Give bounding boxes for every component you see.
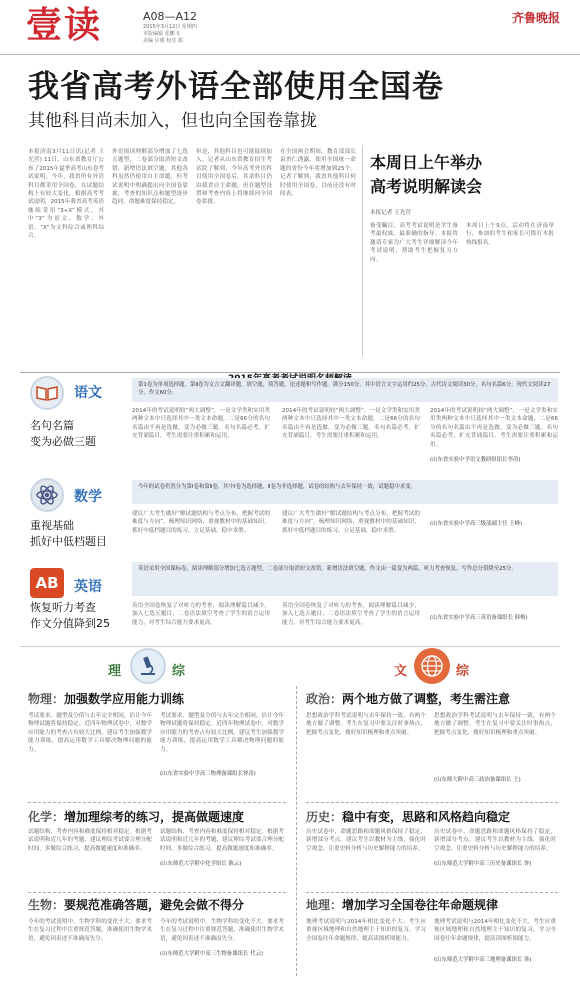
- sidebox-col-1: 备受瞩目，高考考试说明是学生备考最权威、最准确的指导。本报将邀请专家为广大考生详细解读今年考试说明，帮助考生把握复习方向。: [370, 223, 458, 263]
- geography-author: (山东师范大学附中高三地理备课组长 韩): [434, 957, 532, 963]
- physics-author: (山东省实验中学高三物理备课组长钟涛): [160, 771, 256, 777]
- article-col-4: 在全国两会期间，教育部部长袁贵仁透露，使用全国统一命题的省份今年将增加到25个。记者了解到，我省其他科目何时使用全国卷，目前还没有时间表。: [280, 149, 356, 198]
- geography-heading: [306, 896, 498, 913]
- geography-title: 增加学习全国卷往年命题规律: [342, 898, 499, 912]
- chinese-band: 第1卷为单项选择题，第Ⅱ卷为文言文翻译题，填空题，简答题，论述题和写作题。满分150分，其中语言文字运用约25分，古代诗文阅读30分，名句名篇6分，现代文阅读27分，作文60分。: [132, 378, 558, 402]
- english-text-2: 英语全国卷恢复了对听力的考查，阅读理解篇目减少，加入七选五题目，二卷语法填空考查了学生的语言运用能力，对考生综合能力要求更高。: [282, 603, 420, 626]
- math-note-line1: 重视基础: [30, 519, 74, 532]
- math-band: 今年的试卷仍然分为第Ⅰ卷和第Ⅱ卷，其中Ⅰ卷为选择题，Ⅱ卷为非选择题，试卷的结构与去年保持一致，试题稳中求变。: [132, 480, 558, 504]
- sidebox-title-line1: 本周日上午举办: [370, 153, 483, 172]
- biology-author: (山东师范大学附中高三生物备课组长 代云): [160, 951, 263, 957]
- politics-sep: [306, 802, 558, 803]
- history-heading: [306, 808, 510, 825]
- politics-text-2: 思想政治学科考试说明与去年保持一致，有两个地方做了调整。考生在复习中要关注时事热点，把握考点变化，做好知识梳理和重点突破。: [434, 713, 556, 736]
- atom-icon: [30, 478, 64, 512]
- chinese-text-1: 2014年的考试说明较“两大调整”，一是文学类和实用类两种文本中只选择其中一类文本命题，二是66分的名句名篇由不再是选做，变为必做三题。名句名篇必考，扩充背诵篇目，考生需要注重积累和运用。: [132, 408, 270, 440]
- english-note-line2: 作文分值降到25: [30, 617, 110, 630]
- history-key: 历史：: [306, 810, 343, 824]
- chemistry-title: 增加理综考的练习，提高做题速度: [64, 810, 245, 824]
- chinese-note-line2: 变为必做三题: [30, 435, 96, 448]
- liberal-label-a: 文: [394, 664, 408, 679]
- physics-text-2: 考试要求、题型及分值与去年完全相同，估计今年物理试题将保持稳定。近四年物理试卷中，对数学应用能力的考查占有较大比例，建议考生加强数学能力训练，提高运用数学工具解决物理问题的能力。: [160, 713, 284, 753]
- chinese-text-3: 2014年的考试说明较“两大调整”，一是文学类和实用类两种文本中只选择其中一类文本命题，二是66分的名句名篇由不再是选做，变为必做三题。名句名篇必考，扩充背诵篇目，考生需要注重积累和运用。: [430, 408, 558, 448]
- book-icon: [30, 376, 64, 410]
- history-sep: [306, 892, 558, 893]
- chemistry-key: 化学：: [28, 810, 65, 824]
- sidebox-title-line2: 高考说明解读会: [370, 177, 483, 196]
- biology-text-2: 今年的考试说明中，生物学科的变化不大。要求考生在复习过程中注重规范答题，准确使用生物学术语，避免因表述不准确而失分。: [160, 919, 284, 942]
- header-meta: [143, 24, 197, 45]
- meta-editor: 本版编辑 张鹏飞: [143, 31, 180, 37]
- headline: 我省高考外语全部使用全国卷: [28, 69, 444, 105]
- microscope-icon: [130, 648, 166, 684]
- subjects-rule: [20, 646, 560, 647]
- chemistry-text-2: 试题结构、考查内容和难度保持相对稳定。根据考试说明和近几年的考题，建议理综考试要合理分配时间，多做综合练习，提高做题速度和准确率。: [160, 829, 284, 852]
- section-brand: 壹读: [26, 5, 103, 46]
- chinese-note: [30, 418, 96, 450]
- english-note-line1: 恢复听力考查: [30, 601, 96, 614]
- english-text-1: 英语全国卷恢复了对听力的考查，阅读理解篇目减少，加入七选五题目，二卷语法填空考查了学生的语言运用能力，对考生综合能力要求更高。: [132, 603, 270, 626]
- english-author: (山东省实验中学高三英语备课组长 韩梅): [430, 615, 528, 621]
- article-col-3: 但是，其他科目也可能陆续加入。记者从山东省教育招生考试院了解到，今年高考外语科目使用全国卷后，其余科目仍由我省自主命题，但在题型设置和考查内容上将继续向全国卷靠拢。: [196, 149, 272, 206]
- physics-text-1: 考试要求、题型及分值与去年完全相同，估计今年物理试题将保持稳定。近四年物理试卷中，对数学应用能力的考查占有较大比例，建议考生加强数学能力训练，提高运用数学工具解决物理问题的能力。: [28, 713, 152, 753]
- math-text-1: 建议广大考生做好“解试题结构与考点分布，把握考试的难度与方向”，梳理知识网络，重视教材中的基础知识，抓好中低档题目的练习，立足基础，稳中求胜。: [132, 511, 270, 534]
- english-band: 英语采用全国课标卷，阅读理解部分增加七选五题型，二卷部分取消短文改错，新增语法填空题，作文由一篇变为两篇，听力考查恢复，写作总分值降至25分。: [132, 562, 558, 596]
- physics-sep: [28, 802, 286, 803]
- chinese-text-2: 2014年的考试说明较“两大调整”，一是文学类和实用类两种文本中只选择其中一类文本命题，二是66分的名句名篇由不再是选做，变为必做三题。名句名篇必考，扩充背诵篇目，考生需要注重积累和运用。: [282, 408, 420, 440]
- chemistry-author: (山东师范大学附中化学组长 陈云): [160, 861, 242, 867]
- history-title: 稳中有变，思路和风格趋向稳定: [342, 810, 511, 824]
- politics-heading: [306, 690, 510, 707]
- chinese-author: (山东省实验中学语文教研组组长李涛): [430, 457, 521, 463]
- history-text-1: 历史试卷中，命题思路和命题风格保持了稳定，新增部分考点。建议考生以教材为主线，强化时空观念，注重史料分析与历史解释能力的培养。: [306, 829, 426, 852]
- history-author: (山东师范大学附中高三历史备课组长 钟): [434, 861, 532, 867]
- politics-text-1: 思想政治学科考试说明与去年保持一致，有两个地方做了调整。考生在复习中要关注时事热点，把握考点变化，做好知识梳理和重点突破。: [306, 713, 426, 736]
- politics-key: 政治：: [306, 692, 343, 706]
- sidebox-divider: [362, 145, 363, 357]
- math-text-2: 建议广大考生做好“解试题结构与考点分布，把握考试的难度与方向”，梳理知识网络，重视教材中的基础知识，抓好中低档题目的练习，立足基础，稳中求胜。: [282, 511, 420, 534]
- globe-icon: [414, 648, 450, 684]
- science-label-a: 理: [108, 664, 122, 679]
- header-rule: [0, 54, 580, 55]
- biology-key: 生物：: [28, 898, 65, 912]
- meta-date: 2015年3月12日 星期四: [143, 24, 197, 30]
- chinese-note-line1: 名句名篇: [30, 419, 74, 432]
- biology-title: 要规范准确答题，避免会做不得分: [64, 898, 245, 912]
- physics-title: 加强数学应用能力训练: [64, 692, 185, 706]
- meta-design: 美编 许瑾 校对 郭: [143, 38, 183, 44]
- physics-heading: [28, 690, 184, 707]
- science-label-b: 综: [172, 664, 186, 679]
- subheadline: 其他科目尚未加入，但也向全国卷靠拢: [28, 111, 317, 131]
- english-note: [30, 600, 110, 632]
- article-col-2: 外语阅读理解部分增加了七选五题型，二卷部分取消短文改错，新增语法填空题。其他各科虽然仍使用自主命题，但考试说明中明确提出向全国卷靠拢，考查的知识点和题型逐步趋同，命题难度保持稳定。: [112, 149, 188, 206]
- physics-key: 物理：: [28, 692, 65, 706]
- column-divider: [296, 686, 297, 976]
- chemistry-heading: [28, 808, 244, 825]
- biology-text-1: 今年的考试说明中，生物学科的变化不大。要求考生在复习过程中注重规范答题，准确使用生物学术语，避免因表述不准确而失分。: [28, 919, 152, 942]
- geography-text-2: 地理考试说明与2014年相比变化不大。考生应重视区域地理和自然地理主干知识的复习，学习全国卷往年命题规律，提高读图析图能力。: [434, 919, 556, 942]
- english-label: 英语: [74, 579, 102, 595]
- history-text-2: 历史试卷中，命题思路和命题风格保持了稳定，新增部分考点。建议考生以教材为主线，强化时空观念，注重史料分析与历史解释能力的培养。: [434, 829, 556, 852]
- newspaper-masthead: 齐鲁晚报: [511, 11, 560, 25]
- ab-icon: AB: [30, 568, 64, 598]
- article-col-1: 本报济南3月11日讯(记者 王光营) 11日，山东省教育厅公布了2015年夏季高考山东卷考试说明。今年，我省所有外语科目都采用全国卷，在试题结构上有较大变化。根据高考考试说明，2015年我省高考英语继续采用“3+X”模式，其中“3”为语文、数学、外语，“X”为文科综合或理科综合。: [28, 149, 104, 240]
- math-note-line2: 抓好中低档题目: [30, 535, 107, 548]
- page-range: A08—A12: [143, 10, 198, 23]
- liberal-label-b: 综: [456, 664, 470, 679]
- politics-author: (山东师大附中高三政治备课组长 王): [434, 777, 521, 783]
- chinese-label: 语文: [74, 385, 102, 401]
- math-note: [30, 518, 107, 550]
- math-author: (山东省实验中学高三级部副主任 王峰): [430, 521, 523, 527]
- chemistry-text-1: 试题结构、考查内容和难度保持相对稳定。根据考试说明和近几年的考题，建议理综考试要合理分配时间，多做综合练习，提高做题速度和准确率。: [28, 829, 152, 852]
- geography-text-1: 地理考试说明与2014年相比变化不大。考生应重视区域地理和自然地理主干知识的复习，学习全国卷往年命题规律，提高读图析图能力。: [306, 919, 426, 942]
- geography-key: 地理：: [306, 898, 343, 912]
- math-label: 数学: [74, 489, 102, 505]
- sidebox-title: [370, 151, 482, 199]
- chemistry-sep: [28, 892, 286, 893]
- politics-title: 两个地方做了调整，考生需注意: [342, 692, 511, 706]
- biology-heading: [28, 896, 244, 913]
- sidebox-byline: 本报记者 王光营: [370, 210, 411, 216]
- sidebox-col-2: 本周日上午9点，活动将在济南举行，参加的考生和家长可拨打本报热线报名。: [466, 223, 554, 246]
